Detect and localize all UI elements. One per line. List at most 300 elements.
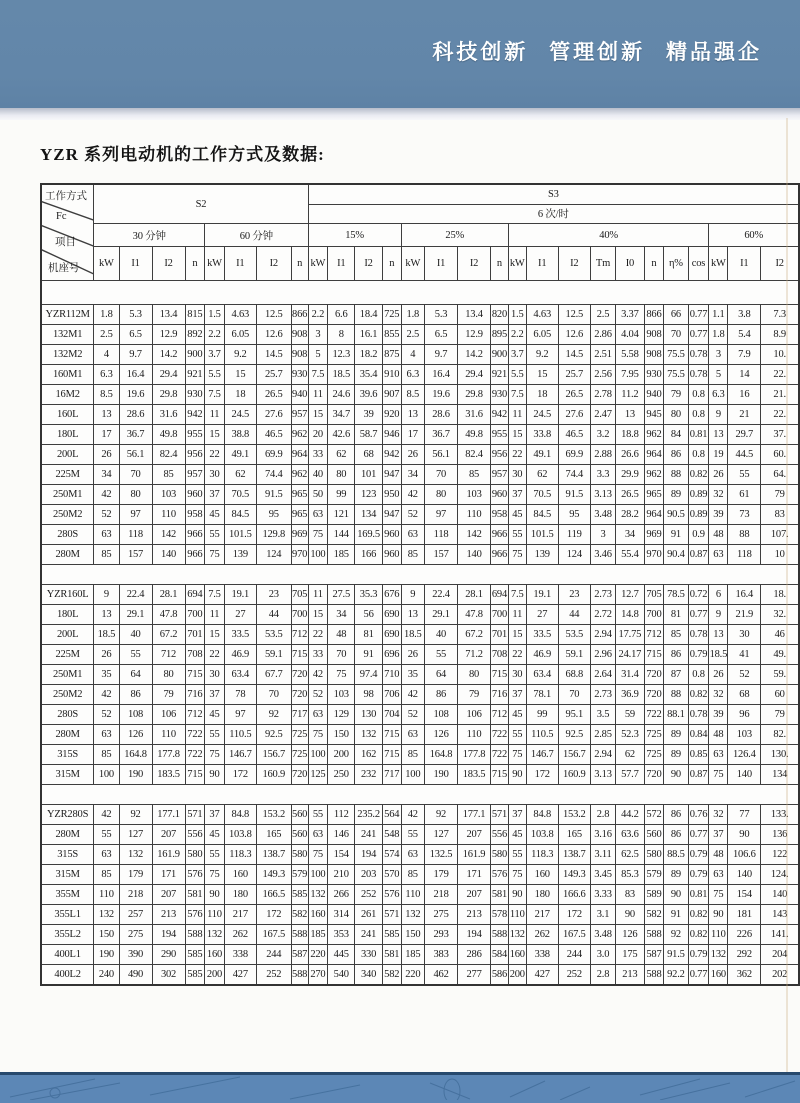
data-cell: 720: [644, 665, 664, 685]
data-cell: 15: [224, 365, 256, 385]
data-cell: 235.2: [355, 805, 383, 825]
data-cell: 18.5: [328, 365, 355, 385]
data-cell: 160: [205, 945, 225, 965]
data-cell: 194: [355, 845, 383, 865]
column-label-4-5: n: [644, 247, 664, 281]
data-cell: 275: [425, 905, 458, 925]
data-cell: 16.1: [355, 325, 383, 345]
data-cell: 92.2: [664, 965, 688, 985]
model-cell: 280M: [41, 725, 94, 745]
data-cell: 232: [355, 765, 383, 785]
data-cell: 9.7: [425, 345, 458, 365]
data-cell: 3.3: [590, 465, 615, 485]
data-cell: 0.78: [688, 705, 709, 725]
column-label-5-1: I1: [728, 247, 761, 281]
data-cell: 958: [185, 505, 205, 525]
data-cell: 47.8: [152, 605, 185, 625]
data-cell: 5.4: [728, 325, 761, 345]
data-cell: 55.4: [616, 545, 644, 565]
data-cell: 5.3: [425, 305, 458, 325]
data-cell: 157: [425, 545, 458, 565]
data-cell: 12.5: [558, 305, 590, 325]
data-cell: 134: [355, 505, 383, 525]
data-cell: 82.4: [152, 445, 185, 465]
data-cell: 138.7: [558, 845, 590, 865]
data-cell: 118.3: [224, 845, 256, 865]
data-cell: 85: [401, 865, 424, 885]
column-label-1-2: I2: [256, 247, 291, 281]
data-cell: 63: [94, 845, 119, 865]
data-cell: 560: [291, 805, 308, 825]
data-cell: 134: [761, 765, 799, 785]
data-cell: 86: [664, 825, 688, 845]
data-cell: 866: [291, 305, 308, 325]
data-cell: 92: [664, 925, 688, 945]
data-cell: 99: [526, 705, 558, 725]
data-cell: 3.7: [508, 345, 526, 365]
data-cell: 146.7: [224, 745, 256, 765]
data-cell: 172: [526, 765, 558, 785]
data-cell: 70: [119, 465, 152, 485]
data-cell: 91: [664, 905, 688, 925]
data-cell: 720: [644, 685, 664, 705]
data-cell: 3.48: [590, 505, 615, 525]
data-cell: 10.: [761, 345, 799, 365]
data-cell: 136: [761, 825, 799, 845]
data-cell: 240: [94, 965, 119, 985]
column-label-4-7: cos: [688, 247, 709, 281]
data-cell: 75: [508, 545, 526, 565]
data-cell: 427: [224, 965, 256, 985]
data-cell: 966: [491, 545, 509, 565]
table-row: [41, 505, 799, 525]
data-cell: 30: [508, 465, 526, 485]
data-cell: 2.8: [590, 805, 615, 825]
data-cell: 46.5: [558, 425, 590, 445]
data-cell: 161.9: [152, 845, 185, 865]
data-cell: 970: [644, 545, 664, 565]
data-cell: 103: [328, 685, 355, 705]
data-cell: 126: [616, 925, 644, 945]
data-cell: 0.76: [688, 805, 709, 825]
data-cell: 715: [644, 645, 664, 665]
data-cell: 244: [558, 945, 590, 965]
model-cell: 400L1: [41, 945, 94, 965]
data-cell: 200: [205, 965, 225, 985]
data-cell: 28.6: [425, 405, 458, 425]
data-cell: 22: [508, 445, 526, 465]
data-cell: 3: [709, 345, 728, 365]
data-cell: 97: [119, 505, 152, 525]
data-cell: 957: [185, 465, 205, 485]
data-cell: 16.4: [425, 365, 458, 385]
data-cell: 3.33: [590, 885, 615, 905]
data-cell: 45: [205, 825, 225, 845]
data-cell: 571: [185, 805, 205, 825]
data-cell: 14.2: [458, 345, 491, 365]
data-cell: 712: [491, 705, 509, 725]
data-cell: 124.: [761, 865, 799, 885]
data-cell: 53.5: [256, 625, 291, 645]
data-cell: 213: [458, 905, 491, 925]
data-cell: 125: [308, 765, 328, 785]
data-cell: 103: [152, 485, 185, 505]
data-cell: 106: [458, 705, 491, 725]
data-cell: 261: [355, 905, 383, 925]
table-row: [41, 725, 799, 745]
data-cell: 100: [94, 765, 119, 785]
data-cell: 0.77: [688, 825, 709, 845]
data-cell: 26: [401, 445, 424, 465]
data-cell: 0.77: [688, 325, 709, 345]
data-cell: 63: [308, 825, 328, 845]
data-cell: 705: [291, 585, 308, 605]
table-row: [41, 965, 799, 985]
data-cell: 157: [119, 545, 152, 565]
data-cell: 88.1: [664, 705, 688, 725]
duty-group-label-2: 15%: [308, 224, 401, 247]
page-fold-line: [786, 118, 788, 1072]
data-cell: 85: [664, 625, 688, 645]
data-cell: 717: [382, 765, 401, 785]
data-cell: 110: [508, 905, 526, 925]
data-cell: 27.6: [256, 405, 291, 425]
data-cell: 965: [644, 485, 664, 505]
data-cell: 46.9: [224, 645, 256, 665]
data-cell: 36.7: [119, 425, 152, 445]
duty-group-label-3: 25%: [401, 224, 508, 247]
data-cell: 956: [491, 445, 509, 465]
data-cell: 100: [308, 865, 328, 885]
data-cell: 24.6: [328, 385, 355, 405]
column-label-4-3: Tm: [590, 247, 615, 281]
data-cell: 118: [425, 525, 458, 545]
data-cell: 0.8: [688, 405, 709, 425]
model-cell: 280M: [41, 545, 94, 565]
data-cell: 4.04: [616, 325, 644, 345]
data-cell: 167.5: [558, 925, 590, 945]
data-cell: 132: [205, 925, 225, 945]
data-cell: 14: [728, 365, 761, 385]
data-cell: 4: [94, 345, 119, 365]
data-cell: 37: [508, 485, 526, 505]
data-cell: 204: [761, 945, 799, 965]
data-cell: 75: [709, 885, 728, 905]
data-cell: 560: [291, 825, 308, 845]
data-cell: 183.5: [458, 765, 491, 785]
data-cell: 715: [185, 765, 205, 785]
data-cell: 55: [205, 525, 225, 545]
data-cell: 101.5: [224, 525, 256, 545]
data-cell: 70: [425, 465, 458, 485]
data-cell: 6.05: [526, 325, 558, 345]
data-cell: 9: [401, 585, 424, 605]
data-cell: 2.5: [590, 305, 615, 325]
table-row: [41, 645, 799, 665]
table-row: [41, 925, 799, 945]
data-cell: 7.5: [205, 585, 225, 605]
data-cell: 45: [508, 825, 526, 845]
data-cell: 588: [491, 925, 509, 945]
data-cell: 63: [401, 525, 424, 545]
data-cell: 715: [491, 765, 509, 785]
data-cell: 22.: [761, 405, 799, 425]
data-cell: 84.8: [224, 805, 256, 825]
model-cell: 400L2: [41, 965, 94, 985]
data-cell: 110: [205, 905, 225, 925]
data-cell: 908: [291, 325, 308, 345]
data-cell: 48: [709, 525, 728, 545]
data-cell: 100: [401, 765, 424, 785]
table-row: [41, 945, 799, 965]
column-label-2-0: kW: [308, 247, 328, 281]
data-cell: 39: [355, 405, 383, 425]
data-cell: 262: [224, 925, 256, 945]
data-cell: 86: [664, 645, 688, 665]
data-cell: 110: [152, 725, 185, 745]
data-cell: 0.77: [688, 605, 709, 625]
data-cell: 252: [355, 885, 383, 905]
data-cell: 89: [664, 485, 688, 505]
data-cell: 185: [308, 925, 328, 945]
data-cell: 700: [291, 605, 308, 625]
data-cell: 14.2: [152, 345, 185, 365]
data-cell: 15: [508, 625, 526, 645]
data-cell: 338: [526, 945, 558, 965]
data-cell: 110: [401, 885, 424, 905]
data-cell: 581: [491, 885, 509, 905]
data-cell: 101: [355, 465, 383, 485]
data-cell: 2.2: [308, 305, 328, 325]
data-cell: 13: [94, 605, 119, 625]
spacer-cell: [41, 281, 799, 305]
data-cell: 162: [355, 745, 383, 765]
data-cell: 9: [94, 585, 119, 605]
data-cell: 55: [425, 645, 458, 665]
data-cell: 722: [491, 745, 509, 765]
data-cell: 257: [119, 905, 152, 925]
data-cell: 0.78: [688, 625, 709, 645]
data-cell: 44: [558, 605, 590, 625]
data-cell: 107.: [761, 525, 799, 545]
data-cell: 957: [491, 465, 509, 485]
data-cell: 3: [308, 325, 328, 345]
data-cell: 585: [185, 945, 205, 965]
data-cell: 6.5: [425, 325, 458, 345]
model-cell: 225M: [41, 465, 94, 485]
data-cell: 75: [308, 845, 328, 865]
data-cell: 85: [458, 465, 491, 485]
data-cell: 9: [709, 605, 728, 625]
data-cell: 90.4: [664, 545, 688, 565]
data-cell: 75: [508, 745, 526, 765]
data-cell: 110: [458, 505, 491, 525]
data-cell: 540: [328, 965, 355, 985]
data-cell: 705: [644, 585, 664, 605]
data-cell: 3.45: [590, 865, 615, 885]
data-cell: 17: [94, 425, 119, 445]
data-cell: 390: [119, 945, 152, 965]
data-cell: 11: [205, 405, 225, 425]
table-row: [41, 905, 799, 925]
data-cell: 2.64: [590, 665, 615, 685]
data-cell: 46.9: [526, 645, 558, 665]
data-cell: 89: [664, 865, 688, 885]
model-cell: 180L: [41, 605, 94, 625]
data-cell: 720: [644, 765, 664, 785]
data-cell: 166.6: [558, 885, 590, 905]
data-cell: 44: [256, 605, 291, 625]
data-cell: 57.7: [616, 765, 644, 785]
data-cell: 0.81: [688, 425, 709, 445]
data-cell: 91.5: [558, 485, 590, 505]
data-cell: 690: [382, 625, 401, 645]
data-cell: 3.48: [590, 925, 615, 945]
model-cell: 160M1: [41, 365, 94, 385]
data-cell: 79: [761, 485, 799, 505]
data-cell: 52.3: [616, 725, 644, 745]
data-cell: 16: [728, 385, 761, 405]
data-cell: 0.89: [688, 505, 709, 525]
header-row-duty-groups: [41, 224, 799, 247]
data-cell: 715: [382, 725, 401, 745]
data-cell: 21.: [761, 385, 799, 405]
data-cell: 217: [526, 905, 558, 925]
data-cell: 84: [664, 425, 688, 445]
column-label-2-2: I2: [355, 247, 383, 281]
data-cell: 92: [256, 705, 291, 725]
data-cell: 725: [291, 745, 308, 765]
data-cell: 6.3: [401, 365, 424, 385]
data-cell: 8.9: [761, 325, 799, 345]
data-cell: 964: [291, 445, 308, 465]
model-cell: 16M2: [41, 385, 94, 405]
data-cell: 118: [728, 545, 761, 565]
data-cell: 85: [401, 745, 424, 765]
data-cell: 63: [709, 745, 728, 765]
data-cell: 90: [616, 905, 644, 925]
data-cell: 85: [94, 545, 119, 565]
data-cell: 200: [508, 965, 526, 985]
data-cell: 722: [185, 725, 205, 745]
data-cell: 45: [205, 705, 225, 725]
data-cell: 588: [185, 925, 205, 945]
data-cell: 140: [152, 545, 185, 565]
data-cell: 18.2: [355, 345, 383, 365]
data-cell: 132: [401, 905, 424, 925]
corner-label-item: 项目: [55, 237, 76, 248]
data-cell: 110.5: [224, 725, 256, 745]
duty-group-label-4: 40%: [508, 224, 709, 247]
data-cell: 70: [558, 685, 590, 705]
data-cell: 29.1: [425, 605, 458, 625]
column-label-0-3: n: [185, 247, 205, 281]
data-cell: 14.5: [558, 345, 590, 365]
data-cell: 48: [709, 725, 728, 745]
data-cell: 85: [94, 865, 119, 885]
data-cell: 16.4: [728, 585, 761, 605]
data-cell: 190: [119, 765, 152, 785]
data-cell: 962: [291, 465, 308, 485]
data-cell: 144: [328, 525, 355, 545]
data-cell: 62.5: [616, 845, 644, 865]
data-cell: 110.5: [526, 725, 558, 745]
data-cell: 91: [355, 645, 383, 665]
data-cell: 920: [382, 405, 401, 425]
data-cell: 124: [256, 545, 291, 565]
data-cell: 99: [328, 485, 355, 505]
data-cell: 126: [119, 725, 152, 745]
data-cell: 866: [644, 305, 664, 325]
model-cell: 355L2: [41, 925, 94, 945]
data-cell: 127: [425, 825, 458, 845]
data-cell: 85: [401, 545, 424, 565]
data-cell: 42: [94, 805, 119, 825]
data-cell: 13.4: [152, 305, 185, 325]
data-cell: 946: [382, 425, 401, 445]
data-cell: 957: [291, 405, 308, 425]
data-cell: 75: [205, 865, 225, 885]
data-cell: 217: [224, 905, 256, 925]
data-cell: 589: [644, 885, 664, 905]
data-cell: 947: [382, 465, 401, 485]
data-cell: 68.8: [558, 665, 590, 685]
data-cell: 970: [291, 545, 308, 565]
data-cell: 5: [308, 345, 328, 365]
data-cell: 34: [94, 465, 119, 485]
data-cell: 907: [382, 385, 401, 405]
data-cell: 570: [382, 865, 401, 885]
data-cell: 34: [616, 525, 644, 545]
data-cell: 252: [256, 965, 291, 985]
data-cell: 964: [644, 505, 664, 525]
data-cell: 7.9: [728, 345, 761, 365]
data-cell: 34.7: [328, 405, 355, 425]
data-cell: 164.8: [119, 745, 152, 765]
data-cell: 132: [94, 905, 119, 925]
data-cell: 37: [205, 685, 225, 705]
spacer-cell: [41, 785, 799, 805]
data-cell: 71.2: [458, 645, 491, 665]
data-cell: 15: [308, 405, 328, 425]
data-cell: 29.8: [458, 385, 491, 405]
data-cell: 12.9: [458, 325, 491, 345]
data-cell: 3.8: [728, 305, 761, 325]
header-row-column-labels: [41, 247, 799, 281]
data-cell: 892: [185, 325, 205, 345]
data-cell: 86: [664, 445, 688, 465]
data-cell: 712: [185, 705, 205, 725]
data-cell: 720: [291, 665, 308, 685]
data-cell: 0.82: [688, 465, 709, 485]
data-cell: 940: [291, 385, 308, 405]
table-spacer-row: [41, 565, 799, 585]
table-row: [41, 845, 799, 865]
data-cell: 33: [308, 645, 328, 665]
data-cell: 725: [644, 725, 664, 745]
data-cell: 40: [119, 625, 152, 645]
data-cell: 490: [119, 965, 152, 985]
data-cell: 185: [328, 545, 355, 565]
data-cell: 293: [425, 925, 458, 945]
data-cell: 140: [761, 885, 799, 905]
data-cell: 22: [205, 645, 225, 665]
page-title: YZR 系列电动机的工作方式及数据:: [40, 145, 325, 164]
data-cell: 142: [458, 525, 491, 545]
data-cell: 37: [508, 685, 526, 705]
data-cell: 80: [119, 485, 152, 505]
spacer-cell: [41, 565, 799, 585]
